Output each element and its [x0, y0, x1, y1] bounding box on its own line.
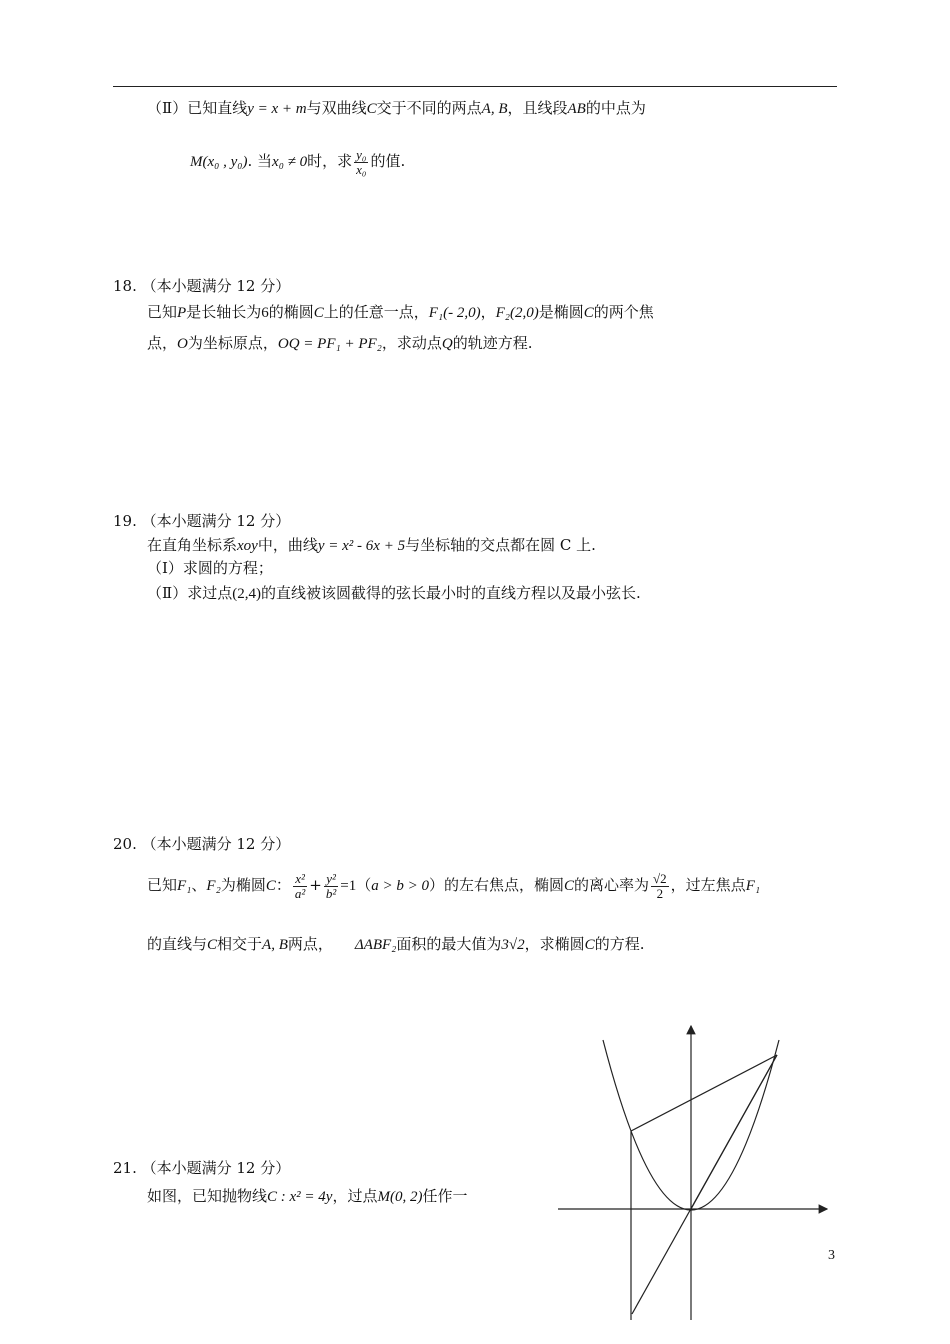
q19-line1: 在直角坐标系xoy中，曲线y = x² - 6x + 5与坐标轴的交点都在圆 C 上. — [147, 536, 596, 554]
q20-header: 20. （本小题满分 12 分） — [113, 835, 291, 853]
parabola-figure — [555, 1020, 835, 1340]
q17-part2-line2: M(x₀ , y₀). 当x₀ ≠ 0时，求 $\frac{\text{y₀}}{\text{x₀}}$ 的值. — [190, 147, 406, 177]
q20-line2: 的直线与C相交于A, B两点， ΔABF₂面积的最大值为3√2，求椭圆C的方程. — [147, 935, 645, 953]
q19-line3: （Ⅱ）求过点(2,4)的直线被该圆截得的弦长最小时的直线方程以及最小弦长. — [147, 584, 641, 602]
q18-header: 18. （本小题满分 12 分） — [113, 277, 291, 295]
q19-header: 19. （本小题满分 12 分） — [113, 512, 291, 530]
header-rule — [113, 86, 837, 87]
q18-line2: 点，O为坐标原点，OQ = PF₁ + PF₂，求动点Q的轨迹方程. — [147, 334, 533, 352]
eccentricity-fraction: $\frac{√2}{2}$ — [653, 871, 667, 901]
q21-line1: 如图，已知抛物线C : x² = 4y，过点M(0, 2)任作一 — [147, 1187, 468, 1205]
origin-line — [691, 1055, 777, 1209]
q21-header: 21. （本小题满分 12 分） — [113, 1159, 291, 1177]
q20-line1: 已知F₁、F₂为椭圆C： $\frac{\text{x²}}{\text{a²}}$ + $\frac{\text{y²}}{\text{b²}}$ =1（a > b > 0）的左右焦点，椭圆C的离心率为 $\frac{√2}{2}$ ，过左焦点F₁ — [147, 871, 761, 901]
q17-part2-line1: （Ⅱ）已知直线y = x + m与双曲线C交于不同的两点A, B，且线段AB的中点为 — [147, 99, 646, 117]
fraction-y0-over-x0: $\frac{\text{y₀}}{\text{x₀}}$ — [356, 147, 367, 177]
page-number: 3 — [828, 1248, 835, 1263]
q19-line2: （Ⅰ）求圆的方程； — [147, 559, 273, 577]
q18-line1: 已知P是长轴长为6的椭圆C上的任意一点，F₁(- 2,0)，F₂(2,0)是椭圆C的两个焦 — [147, 303, 654, 321]
